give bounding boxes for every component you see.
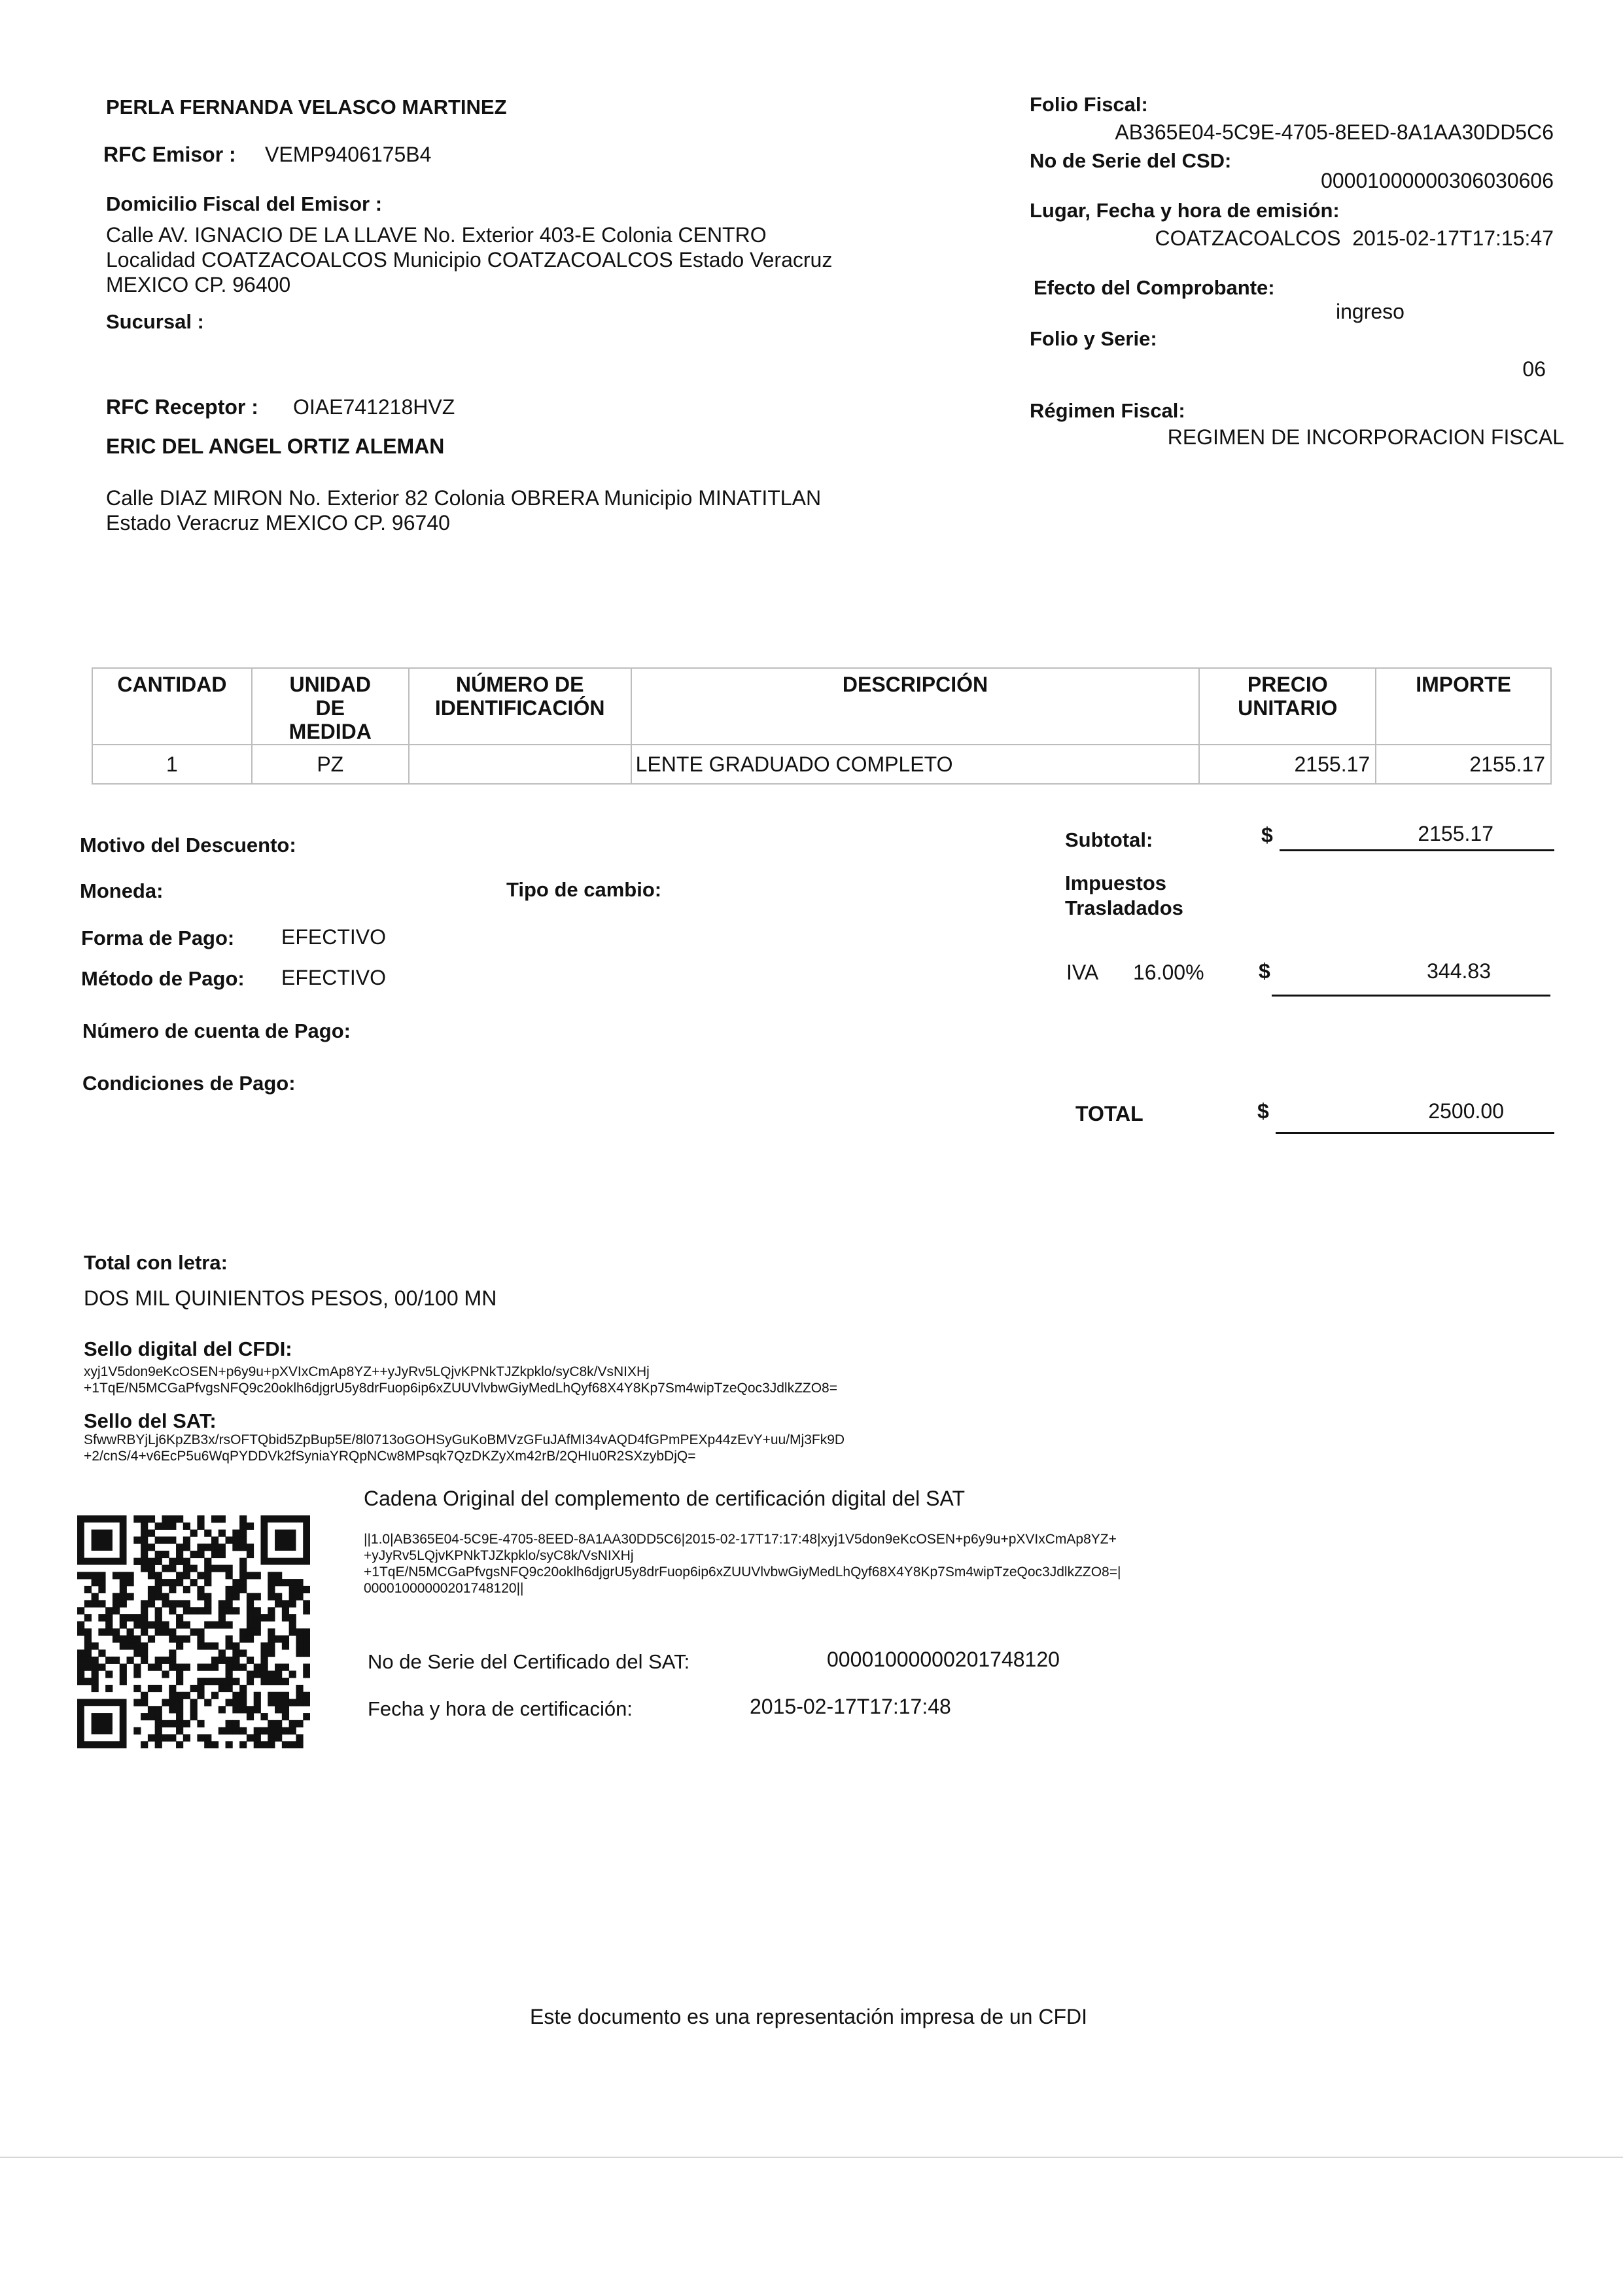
regimen: REGIMEN DE INCORPORACION FISCAL — [1167, 425, 1564, 449]
header-unidad-text: UNIDAD DE MEDIDA — [288, 673, 372, 743]
serie-sat: 00001000000201748120 — [827, 1648, 1060, 1671]
receptor-nombre: ERIC DEL ANGEL ORTIZ ALEMAN — [106, 434, 445, 458]
header-precio-text: PRECIO UNITARIO — [1238, 673, 1338, 720]
sello-cfdi-line: +1TqE/N5MCGaPfvgsNFQ9c20oklh6djgrU5y8drFuop6ip6xZUUVlvbwGiyMedLhQyf68X4Y8Kp7Sm4wipTzeQoc3JdlkZZO8= — [84, 1381, 837, 1396]
forma-pago-label: Forma de Pago: — [81, 927, 235, 949]
sello-sat-line: SfwwRBYjLj6KpZB3x/rsOFTQbid5ZpBup5E/8l0713oGOHSyGuKoBMVzGFuJAfMI34vAQD4fGPmPEXp44zEvY+uu/Mj3Fk9D — [84, 1432, 845, 1447]
header-importe: IMPORTE — [1376, 668, 1551, 745]
moneda-label: Moneda: — [80, 879, 164, 902]
cell-unidad: PZ — [252, 745, 409, 784]
motivo-descuento-label: Motivo del Descuento: — [80, 834, 296, 857]
folio-fiscal-label: Folio Fiscal: — [1030, 93, 1148, 116]
cell-identificacion — [409, 745, 631, 784]
header-identificacion-text: NÚMERO DE IDENTIFICACIÓN — [434, 673, 605, 720]
sello-cfdi-label: Sello digital del CFDI: — [84, 1337, 292, 1360]
sello-cfdi-line: xyj1V5don9eKcOSEN+p6y9u+pXVIxCmAp8YZ++yJyRv5LQjvKPNkTJZkpklo/syC8k/VsNIXHj — [84, 1364, 650, 1379]
cuenta-pago-label: Número de cuenta de Pago: — [82, 1019, 351, 1042]
condiciones-pago-label: Condiciones de Pago: — [82, 1072, 296, 1095]
cell-descripcion: LENTE GRADUADO COMPLETO — [631, 745, 1200, 784]
total-letra: DOS MIL QUINIENTOS PESOS, 00/100 MN — [84, 1286, 497, 1310]
forma-pago: EFECTIVO — [281, 925, 387, 949]
receptor-rfc: OIAE741218HVZ — [293, 395, 455, 419]
emisor-rfc-label: RFC Emisor : — [103, 143, 236, 166]
header-identificacion — [409, 668, 631, 745]
folio-fiscal: AB365E04-5C9E-4705-8EED-8A1AA30DD5C6 — [1115, 120, 1554, 144]
receptor-rfc-label: RFC Receptor : — [106, 395, 258, 419]
receptor-domicilio — [106, 486, 821, 535]
emisor-rfc: VEMP9406175B4 — [265, 143, 432, 166]
impuestos-label-2: Trasladados — [1065, 896, 1183, 919]
sello-cfdi — [84, 1364, 837, 1396]
conceptos-table — [92, 667, 1552, 785]
serie-csd: 00001000000306030606 — [1321, 169, 1554, 192]
fecha-cert: 2015-02-17T17:17:48 — [750, 1695, 951, 1718]
table-row — [92, 745, 1551, 784]
sello-sat — [84, 1432, 845, 1464]
emisor-domicilio-line: Localidad COATZACOALCOS Municipio COATZACOALCOS Estado Veracruz — [106, 248, 833, 272]
total-letra-label: Total con letra: — [84, 1251, 228, 1274]
metodo-pago-label: Método de Pago: — [81, 967, 245, 990]
header-unidad — [252, 668, 409, 745]
qr-code-icon — [77, 1515, 310, 1748]
emisor-domicilio-line: MEXICO CP. 96400 — [106, 273, 291, 296]
iva-rate: 16.00% — [1133, 961, 1204, 984]
folio-serie-label: Folio y Serie: — [1030, 327, 1157, 350]
subtotal-value: 2155.17 — [1418, 822, 1493, 845]
lugar-fecha-label: Lugar, Fecha y hora de emisión: — [1030, 199, 1340, 222]
cadena-line: +yJyRv5LQjvKPNkTJZkpklo/syC8k/VsNIXHj — [364, 1548, 634, 1563]
emisor-domicilio-label: Domicilio Fiscal del Emisor : — [106, 192, 383, 215]
cadena-line: 00001000000201748120|| — [364, 1581, 524, 1596]
sello-sat-line: +2/cnS/4+v6EcP5u6WqPYDDVk2fSyniaYRQpNCw8MPsqk7QzDKZyXm42rB/2QHIu0R2SXzybDjQ= — [84, 1449, 696, 1464]
emisor-domicilio-line: Calle AV. IGNACIO DE LA LLAVE No. Exterior 403-E Colonia CENTRO — [106, 223, 767, 247]
footer-text: Este documento es una representación impresa de un CFDI — [530, 2005, 1088, 2028]
metodo-pago: EFECTIVO — [281, 966, 387, 989]
header-cantidad: CANTIDAD — [92, 668, 252, 745]
receptor-domicilio-line: Estado Veracruz MEXICO CP. 96740 — [106, 511, 450, 535]
cadena-line: +1TqE/N5MCGaPfvgsNFQ9c20oklh6djgrU5y8drFuop6ip6xZUUVlvbwGiyMedLhQyf68X4Y8Kp7Sm4wipTzeQoc3JdlkZZO8=| — [364, 1564, 1121, 1580]
efecto: ingreso — [1336, 300, 1405, 323]
receptor-domicilio-line: Calle DIAZ MIRON No. Exterior 82 Colonia OBRERA Municipio MINATITLAN — [106, 486, 822, 510]
emisor-domicilio — [106, 222, 832, 297]
folio-serie: 06 — [1522, 357, 1546, 381]
lugar-fecha: COATZACOALCOS 2015-02-17T17:15:47 — [1155, 226, 1554, 250]
cell-cantidad: 1 — [92, 745, 252, 784]
impuestos-label-1: Impuestos — [1065, 872, 1167, 894]
total-currency: $ — [1257, 1099, 1269, 1123]
subtotal-currency: $ — [1261, 823, 1273, 847]
sucursal-label: Sucursal : — [106, 310, 204, 333]
regimen-label: Régimen Fiscal: — [1030, 399, 1185, 422]
iva-underline — [1272, 995, 1550, 997]
cadena-original — [364, 1531, 1121, 1597]
iva-currency: $ — [1259, 959, 1270, 983]
fecha-cert-label: Fecha y hora de certificación: — [368, 1697, 633, 1720]
scan-edge-line — [0, 2157, 1623, 2158]
serie-sat-label: No de Serie del Certificado del SAT: — [368, 1650, 690, 1673]
table-header-row — [92, 668, 1551, 745]
subtotal-underline — [1280, 849, 1554, 851]
cadena-line: ||1.0|AB365E04-5C9E-4705-8EED-8A1AA30DD5C6|2015-02-17T17:17:48|xyj1V5don9eKcOSEN+p6y9u+pXVIxCmAp8YZ+ — [364, 1532, 1117, 1547]
efecto-label: Efecto del Comprobante: — [1034, 276, 1275, 299]
cadena-title: Cadena Original del complemento de certificación digital del SAT — [364, 1487, 965, 1510]
emisor-nombre: PERLA FERNANDA VELASCO MARTINEZ — [106, 96, 507, 118]
subtotal-label: Subtotal: — [1065, 828, 1153, 851]
header-descripcion: DESCRIPCIÓN — [631, 668, 1200, 745]
serie-csd-label: No de Serie del CSD: — [1030, 149, 1232, 172]
iva-label: IVA — [1066, 961, 1099, 984]
total-label: TOTAL — [1075, 1102, 1143, 1125]
qr-code-graphic — [77, 1515, 310, 1748]
total-value: 2500.00 — [1428, 1099, 1504, 1123]
sello-sat-label: Sello del SAT: — [84, 1409, 217, 1432]
total-underline — [1276, 1132, 1554, 1134]
header-precio — [1199, 668, 1376, 745]
cell-precio: 2155.17 — [1199, 745, 1376, 784]
tipo-cambio-label: Tipo de cambio: — [506, 878, 662, 901]
iva-value: 344.83 — [1427, 959, 1491, 983]
cell-importe: 2155.17 — [1376, 745, 1551, 784]
